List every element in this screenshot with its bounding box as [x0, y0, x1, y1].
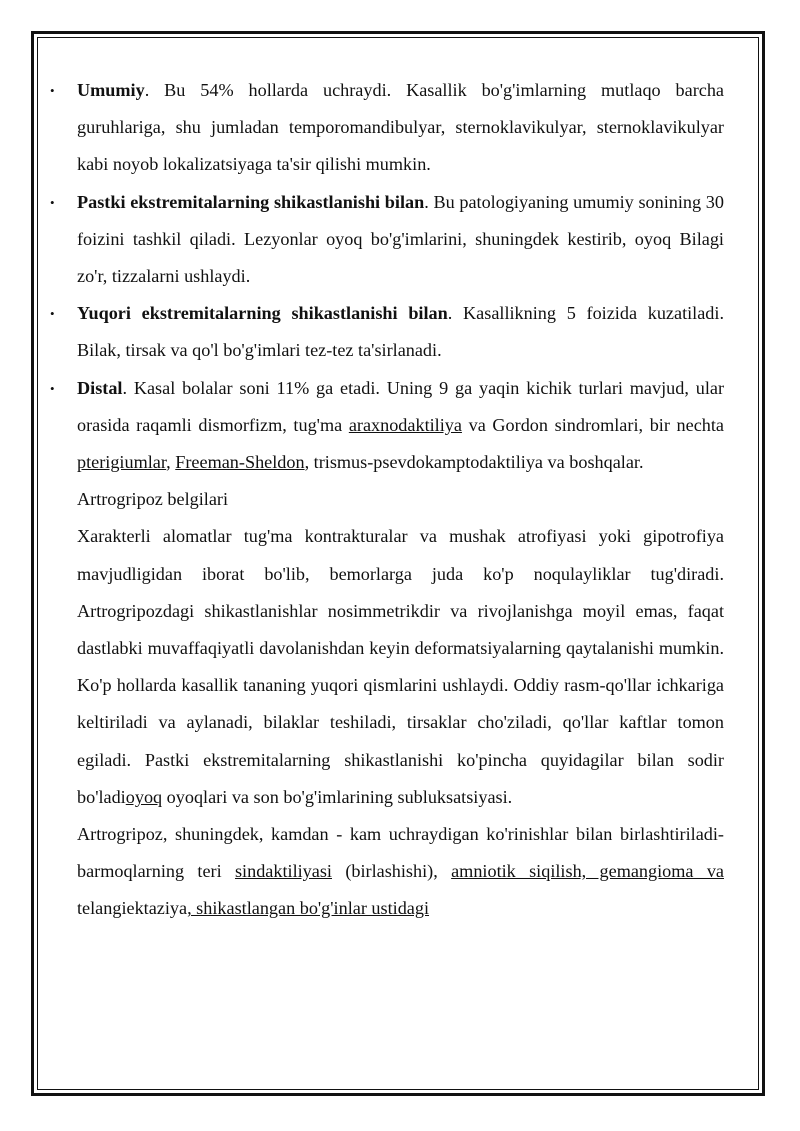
- link-sindaktiliyasi[interactable]: sindaktiliyasi: [234, 861, 332, 882]
- list-item-text: va Gordon sindromlari, bir nechta: [461, 414, 725, 435]
- link-araxnodaktiliya[interactable]: araxnodaktiliya: [348, 414, 462, 435]
- link-shikastlangan-boginlar[interactable]: , shikastlangan bo'g'inlar ustidagi: [187, 898, 430, 919]
- paragraph-text: Artrogripoz, shuningdek, kamdan - kam uchraydigan ko'rinishlar bilan birlashtiriladi-barmoqlarning teri: [77, 824, 724, 882]
- bullet-icon: •: [50, 194, 55, 210]
- section-heading: Artrogripoz belgilari: [77, 489, 229, 510]
- list-item-text: . Kasallikning 5 foizida kuzatiladi. Bilak, tirsak va qo'l bo'g'imlari tez-tez ta'sirlanadi.: [77, 303, 724, 361]
- body-paragraph: [77, 518, 724, 816]
- list-item-text: . Kasal bolalar soni 11% ga etadi. Uning 9 ga yaqin kichik turlari mavjud, ular orasida raqamli dismorfizm, tug'ma: [77, 377, 724, 435]
- list-item-text: . Bu 54% hollarda uchraydi. Kasallik bo'g'imlarning mutlaqo barcha guruhlariga, shu jumladan temporomandibulyar, sternoklavikulyar, sternoklavikulyar kabi noyob lokalizatsiyaga ta'sir qilishi mumkin.: [77, 80, 724, 175]
- list-item-text: , trismus-psevdokamptodaktiliya va boshqalar.: [304, 452, 644, 473]
- link-oyoq[interactable]: oyoq: [125, 786, 163, 807]
- paragraph-text: telangiektaziya: [77, 898, 188, 919]
- paragraph-text: Xarakterli alomatlar tug'ma kontrakturalar va mushak atrofiyasi yoki gipotrofiya mavjudligidan iborat bo'lib, bemorlarga juda ko'p noqulayliklar tug'diradi. Artrogripozdagi shikastlanishlar nosimmetrikdir va rivojlanishga moyil emas, faqat dastlabki muvaffaqiyatli davolanishdan keyin deformatsiyalarning qaytalanishi mumkin. Ko'p hollarda kasallik tananing yuqori qismlarini ushlaydi. Oddiy rasm-qo'llar ichkariga keltiriladi va aylanadi, bilaklar teshiladi, tirsaklar cho'ziladi, qo'llar kaftlar tomon egiladi. Pastki ekstremitalarning shikastlanishi ko'pincha quyidagilar bilan sodir bo'ladi: [77, 526, 724, 807]
- paragraph-text: (birlashishi),: [331, 861, 452, 882]
- document-body: [50, 72, 725, 928]
- body-paragraph: [77, 816, 724, 928]
- list-item-term: Umumiy: [77, 80, 145, 100]
- bullet-icon: •: [50, 306, 55, 322]
- list-item: [50, 295, 724, 369]
- link-amniotik-siqilish[interactable]: amniotik siqilish, gemangioma va: [451, 861, 724, 882]
- bullet-icon: •: [50, 380, 55, 396]
- link-pterigiumlar[interactable]: pterigiumlar: [77, 452, 167, 473]
- list-item-text: . Bu patologiyaning umumiy sonining 30 foizini tashkil qiladi. Lezyonlar oyoq bo'g'imlarini, shuningdek kestirib, oyoq Bilagi zo'r, tizzalarni ushlaydi.: [77, 191, 724, 287]
- link-freeman-sheldon[interactable]: Freeman-Sheldon: [175, 452, 305, 473]
- list-item-text: ,: [166, 452, 176, 473]
- paragraph-text: oyoqlari va son bo'g'imlarining subluksatsiyasi.: [162, 786, 513, 807]
- list-item: [50, 370, 725, 482]
- list-item-term: Yuqori ekstremitalarning shikastlanishi bilan: [77, 303, 448, 324]
- list-item: [50, 72, 724, 184]
- list-item: [50, 184, 724, 296]
- list-item-term: Pastki ekstremitalarning shikastlanishi bilan: [77, 191, 425, 212]
- list-item-term: Distal: [77, 377, 123, 398]
- bullet-icon: •: [50, 83, 55, 98]
